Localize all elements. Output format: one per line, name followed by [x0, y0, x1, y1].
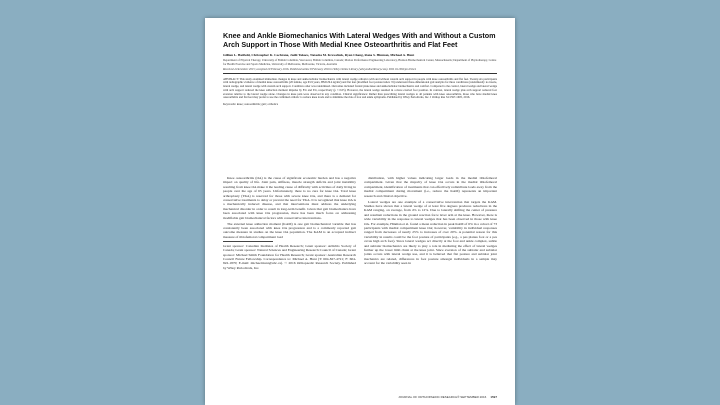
journal-name: JOURNAL OF ORTHOPAEDIC RESEARCH® SEPTEMBER 2016 — [398, 395, 487, 399]
right-column — [364, 176, 497, 391]
article-header — [223, 32, 497, 110]
article-title: Knee and Ankle Biomechanics With Lateral Wedges With and Without a Custom Arch Support in Those With Medial Knee Osteoarthritis and Flat Feet — [223, 31, 496, 49]
affiliations: Department of Physical Therapy, University of British Columbia, Vancouver, British Columbia, Canada; Motion Performance Engineering Laboratory, Hudson Biomechanical Center, Massachusetts; Department of Physiotherapy, Centre for Health Exercise and Sports Medicine, University of Melbourne, Melbourne, Victoria, Australia — [223, 58, 497, 66]
publication-dates: Received 4 December 2015; accepted 29 February 2016. Published online 8 February 2016 in Wiley Online Library (wileyonlinelibrary.com). DOI 10.1002/jor.23224 — [223, 66, 416, 71]
page-footer — [223, 395, 497, 399]
body-paragraph: Lateral wedges are one example of a conservative intervention that targets the KAM. Studies have shown that a lateral wedge of at least five degrees produces reductions in the KAM ranging, on average, from 4% to 12%. Due to laterally shifting the center of pressure and resultant reductions in the ground reaction force lever arm at the knee. However, there is wide variability in the response to lateral wedges that has been observed in those with knee OA. For example, Hinman et al. found a mean reduction in peak KAM of 6% in a cohort of 73 participants with medial compartment knee OA; however, variability in individual responses ranged from decreases of nearly 25% to increases of over 20%. A potential reason for this variability in results could be the foot posture of participants (e.g., a pes planus foot or a pes cavus high arch foot). Since lateral wedges act directly at the foot and ankle complex, subtle and subtalar biomechanics are likely to play a role in mediating the effect of lateral wedges further up the lower limb chain at the knee joint. Since eversion of the subtalar and subtalar joints occurs with lateral wedge use, and it is believed that flat posture and subtalar joint mechanics are related, differences in foot posture amongst individuals in a sample may account for the variability seen in — [364, 199, 497, 266]
body-paragraph: The external knee adduction moment (KAM) is one gait biomechanical variable that has consistently been associated with knee OA progression and is a commonly reported gait outcome measure in studies on the knee OA population. The KAM is an accepted indirect measure of tibiofemoral compartment load — [223, 221, 356, 239]
footnote-divider — [223, 241, 273, 242]
body-columns — [223, 176, 497, 391]
left-column — [223, 176, 356, 391]
footnotes: Grant sponsor: Canadian Institutes of Health Research; Grant sponsor: Arthritis Society of Canada; Grant sponsor: Natural Sciences and Engineering Research Council of Canada; Grant sponsor: Michael Smith Foundation for Health Research; Grant sponsor: Australian Research Council Future Fellowship. Correspondence to: Michael A. Hunt (T: 604-827-4721; F: 604-822-1870; E-mail: michael.hunt@ubc.ca). © 2016 Orthopaedic Research Society. Published by Wiley Periodicals, Inc. — [223, 243, 356, 270]
article-page — [205, 18, 515, 405]
page-number: 1597 — [490, 395, 497, 399]
keywords: Keywords: knee; osteoarthritis; gait; orthotics — [223, 101, 278, 106]
body-paragraph: distribution, with higher values indicating larger loads in the medial tibiofemoral compartment. Given that the majority of knee OA occurs in the medial tibiofemoral compartment, identification of treatments that can effectively redistribute loads away from the medial compartment during movement (i.e., reduce the KAM) represents an important research and clinical objective. — [364, 176, 497, 198]
author-list: Gillian L. Hatfield, Christopher K. Cochrane, Judit Takacs, Natasha M. Krowchuk, Ryan Chang, Rana S. Hinman, Michael A. Hunt — [223, 53, 415, 58]
body-paragraph: Knee osteoarthritis (OA) is the cause of significant economic burden and has a negative impact on quality of life. Joint pain, stiffness, muscle strength deficits and joint instability resulting from knee OA make it the leading cause of difficulty with activities of daily living in people over the age of 65 years. Unfortunately, there is no cure for knee OA. Total knee arthroplasty (TKA) is reserved for those with severe knee OA, and there is a demand for conservative treatments to delay or prevent the need for TKA. It is recognized that knee OA is a mechanically induced disease, and that interventions must address the underlying mechanical disorder in order to result in long-term benefit. Given that gait biomechanics have been associated with knee OA progression, there has been much focus on addressing modifiable gait biomechanical factors with conservative interventions. — [223, 176, 356, 220]
header-divider — [223, 73, 497, 74]
abstract: ABSTRACT: This study examined immediate changes in knee and ankle/subtalar biomechanics with lateral wedge orthotics with and without custom arch support in people with knee osteoarthritis and flat feet. Twenty-six participants with radiographic evidence of medial knee osteoarthritis (20 female, age 63.9 years, BMI 29.4 kg/m2) and flat feet (modified foot posture index >6) underwent three-dimensional gait analysis for three conditions (randomized): no insole, lateral wedge, and lateral wedge with custom arch support. Condition order was randomized. Outcomes included frontal plane knee and ankle/subtalar biomechanics and comfort. Compared to the control, lateral wedge and lateral wedge with arch support reduced the knee adduction moment impulse by 8% and 6%, respectively (p < 0.05). However, the lateral wedge resulted in a more everted foot position. In contrast, lateral wedge plus arch support reduced foot eversion relative to the lateral wedge alone. Changes in knee pain were observed in any condition. Clinical significance: Rather than prescribing lateral wedges to all patients with knee osteoarthritis, those who have medial knee osteoarthritis and flat feet may prefer to use the combined orthotic to reduce knee loads and to minimize the risk of foot and ankle symptoms. Published by Wiley Periodicals, Inc. J Orthop Res 34:1597-1605, 2016. — [223, 76, 497, 100]
